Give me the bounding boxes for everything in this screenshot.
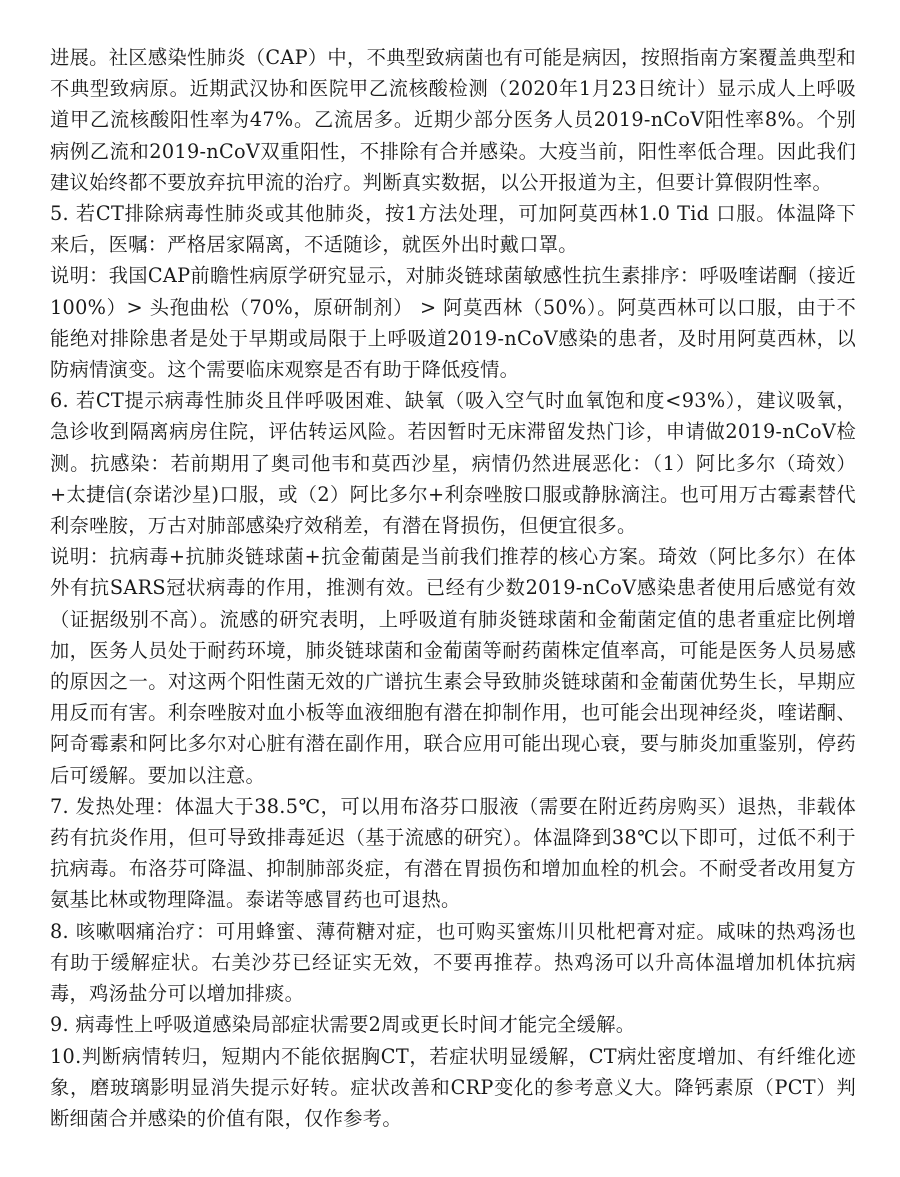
paragraph-note-5: 说明：我国CAP前瞻性病原学研究显示，对肺炎链球菌敏感性抗生素排序：呼吸喹诺酮（接近100%）> 头孢曲松（70%，原研制剂） > 阿莫西林（50%）。阿莫西林可以口服，由于不能绝对排除患者是处于早期或局限于上呼吸道2019-nCoV感染的患者，及时用阿莫西林，以防病情演变。这个需要临床观察是否有助于降低疫情。 bbox=[50, 264, 856, 382]
paragraph-note-6: 说明：抗病毒+抗肺炎链球菌+抗金葡菌是当前我们推荐的核心方案。琦效（阿比多尔）在体外有抗SARS冠状病毒的作用，推测有效。已经有少数2019-nCoV感染患者使用后感觉有效（证据级别不高）。流感的研究表明，上呼吸道有肺炎链球菌和金葡菌定值的患者重症比例增加，医务人员处于耐药环境，肺炎链球菌和金葡菌等耐药菌株定值率高，可能是医务人员易感的原因之一。对这两个阳性菌无效的广谱抗生素会导致肺炎链球菌和金葡菌优势生长，早期应用反而有害。利奈唑胺对血小板等血液细胞有潜在抑制作用，也可能会出现神经炎，喹诺酮、阿奇霉素和阿比多尔对心脏有潜在副作用，联合应用可能出现心衰，要与肺炎加重鉴别，停药后可缓解。要加以注意。 bbox=[50, 545, 856, 787]
paragraph-item-7: 7. 发热处理：体温大于38.5℃，可以用布洛芬口服液（需要在附近药房购买）退热，非载体药有抗炎作用，但可导致排毒延迟（基于流感的研究）。体温降到38℃以下即可，过低不利于抗病毒。布洛芬可降温、抑制肺部炎症，有潜在胃损伤和增加血栓的机会。不耐受者改用复方氨基比林或物理降温。泰诺等感冒药也可退热。 bbox=[50, 794, 856, 912]
paragraph-item-8: 8. 咳嗽咽痛治疗：可用蜂蜜、薄荷糖对症，也可购买蜜炼川贝枇杷膏对症。咸味的热鸡汤也有助于缓解症状。右美沙芬已经证实无效，不要再推荐。热鸡汤可以升高体温增加机体抗病毒，鸡汤盐分可以增加排痰。 bbox=[50, 919, 856, 1006]
paragraph-item-10: 10.判断病情转归，短期内不能依据胸CT，若症状明显缓解，CT病灶密度增加、有纤维化迹象，磨玻璃影明显消失提示好转。症状改善和CRP变化的参考意义大。降钙素原（PCT）判断细菌合并感染的价值有限，仅作参考。 bbox=[50, 1044, 856, 1130]
paragraph-item-5: 5. 若CT排除病毒性肺炎或其他肺炎，按1方法处理，可加阿莫西林1.0 Tid 口服。体温降下来后，医嘱：严格居家隔离，不适随诊，就医外出时戴口罩。 bbox=[50, 202, 856, 257]
paragraph-item-9: 9. 病毒性上呼吸道感染局部症状需要2周或更长时间才能完全缓解。 bbox=[50, 1013, 636, 1037]
paragraph-item-6: 6. 若CT提示病毒性肺炎且伴呼吸困难、缺氧（吸入空气时血氧饱和度<93%），建议吸氧，急诊收到隔离病房住院，评估转运风险。若因暂时无床滞留发热门诊，申请做2019-nCoV检测。抗感染：若前期用了奥司他韦和莫西沙星，病情仍然进展恶化：（1）阿比多尔（琦效）+太捷信(奈诺沙星)口服，或（2）阿比多尔+利奈唑胺口服或静脉滴注。也可用万古霉素替代利奈唑胺，万古对肺部感染疗效稍差，有潜在肾损伤，但便宜很多。 bbox=[50, 389, 856, 538]
paragraph-continuation: 进展。社区感染性肺炎（CAP）中，不典型致病菌也有可能是病因，按照指南方案覆盖典型和不典型致病原。近期武汉协和医院甲乙流核酸检测（2020年1月23日统计）显示成人上呼吸道甲乙流核酸阳性率为47%。乙流居多。近期少部分医务人员2019-nCoV阳性率8%。个别病例乙流和2019-nCoV双重阳性，不排除有合并感染。大疫当前，阳性率低合理。因此我们建议始终都不要放弃抗甲流的治疗。判断真实数据，以公开报道为主，但要计算假阴性率。 bbox=[50, 46, 856, 194]
